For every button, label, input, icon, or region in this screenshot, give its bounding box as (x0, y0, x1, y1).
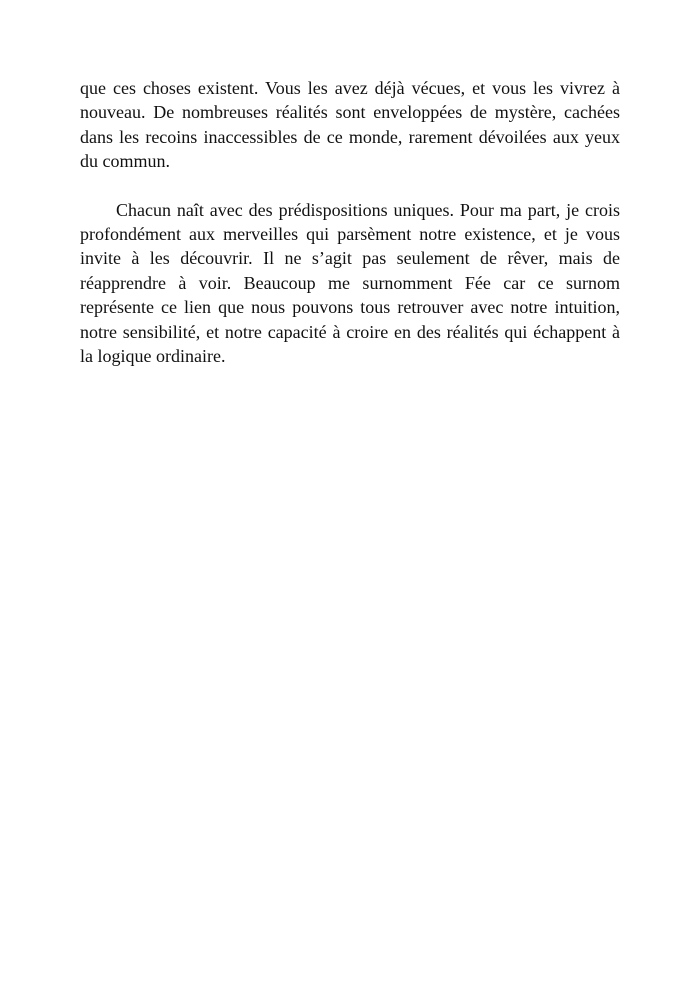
body-text (80, 76, 620, 368)
paragraph: Chacun naît avec des prédispositions uniques. Pour ma part, je crois profondément aux merveilles qui parsèment notre existence, et je vous invite à les découvrir. Il ne s’agit pas seulement de rêver, mais de réapprendre à voir. Beaucoup me surnomment Fée car ce surnom représente ce lien que nous pouvons tous retrouver avec notre intuition, notre sensibilité, et notre capacité à croire en des réalités qui échappent à la logique ordinaire. (80, 199, 620, 367)
paragraph-continuation: que ces choses existent. Vous les avez déjà vécues, et vous les vivrez à nouveau. De nombreuses réalités sont enveloppées de mystère, cachées dans les recoins inaccessibles de ce monde, rarement dévoilées aux yeux du commun. (80, 78, 620, 172)
